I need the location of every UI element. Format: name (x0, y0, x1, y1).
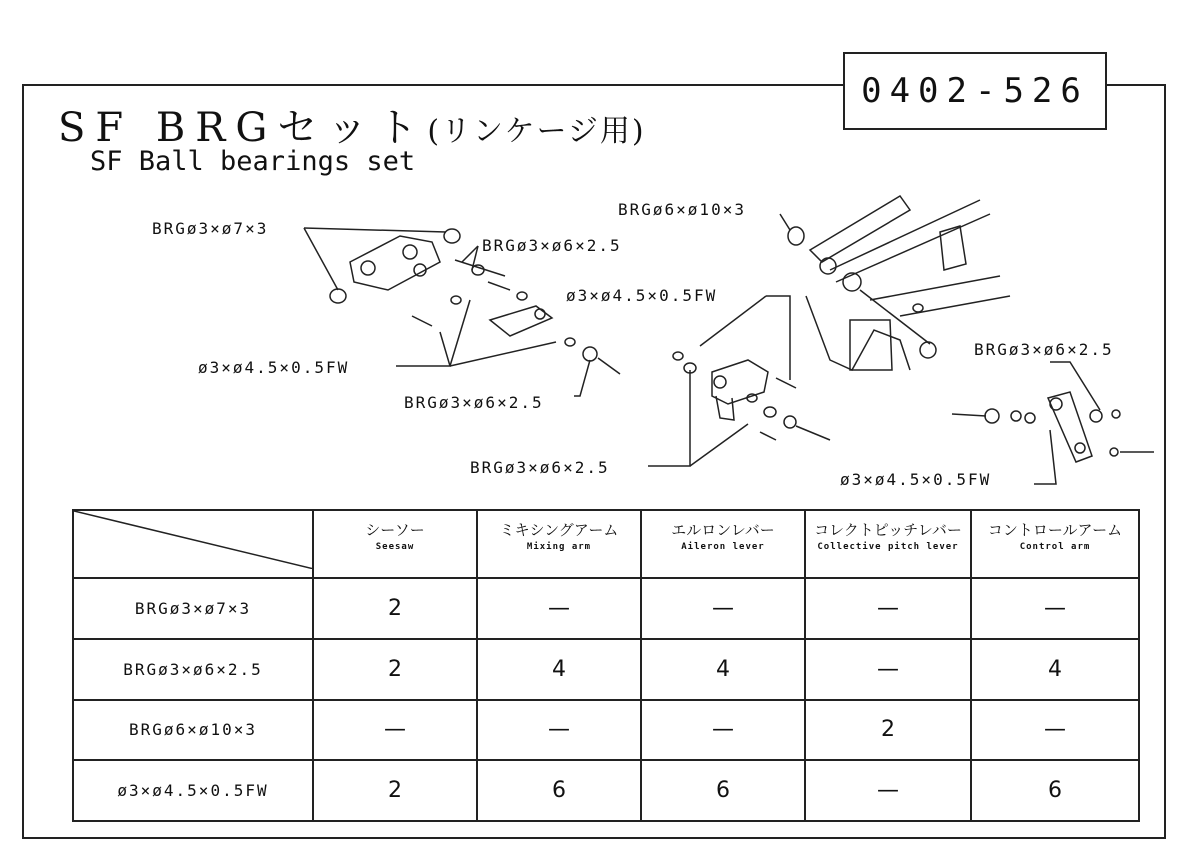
table-cell: — (477, 700, 641, 761)
table-cell: — (477, 578, 641, 639)
row-label: ø3×ø4.5×0.5FW (73, 760, 313, 821)
title-japanese-main: SF BRGセット (58, 105, 428, 151)
table-cell: 6 (641, 760, 805, 821)
table-row (73, 639, 1139, 700)
table-cell: — (805, 639, 971, 700)
table-cell: 2 (805, 700, 971, 761)
column-header-control-arm: コントロールアーム Control arm (971, 510, 1139, 578)
control-arm-drawing (952, 362, 1154, 484)
label-fw-control: ø3×ø4.5×0.5FW (840, 470, 992, 489)
table-cell: — (971, 578, 1139, 639)
table-cell: 2 (313, 639, 477, 700)
table-header-row (73, 510, 1139, 578)
table-row (73, 578, 1139, 639)
column-header-seesaw: シーソー Seesaw (313, 510, 477, 578)
column-header-mixing-arm: ミキシングアーム Mixing arm (477, 510, 641, 578)
title-japanese-sub: (リンケージ用) (427, 114, 646, 149)
label-brg-3x6x2.5-mixing: BRGø3×ø6×2.5 (404, 393, 544, 412)
table-cell: 2 (313, 578, 477, 639)
table-row (73, 700, 1139, 761)
table-cell: 4 (641, 639, 805, 700)
label-fw-aileron: ø3×ø4.5×0.5FW (566, 286, 718, 305)
table-cell: 2 (313, 760, 477, 821)
table-cell: — (805, 578, 971, 639)
row-label: BRGø3×ø6×2.5 (73, 639, 313, 700)
label-brg-3x7x3: BRGø3×ø7×3 (152, 219, 269, 238)
label-brg-3x6x2.5-aileron: BRGø3×ø6×2.5 (470, 458, 610, 477)
table-cell: 4 (477, 639, 641, 700)
table-cell: 4 (971, 639, 1139, 700)
row-label: BRGø3×ø7×3 (73, 578, 313, 639)
table-corner-cell (73, 510, 313, 578)
title-english: SF Ball bearings set (90, 146, 416, 177)
label-fw-seesaw: ø3×ø4.5×0.5FW (198, 358, 350, 377)
table-row (73, 760, 1139, 821)
quantity-table (72, 509, 1140, 822)
label-brg-3x6x2.5-seesaw: BRGø3×ø6×2.5 (482, 236, 622, 255)
aileron-lever-drawing (648, 296, 830, 466)
column-header-aileron-lever: エルロンレバー Aileron lever (641, 510, 805, 578)
table-cell: — (971, 700, 1139, 761)
label-brg-6x10x3: BRGø6×ø10×3 (618, 200, 746, 219)
part-number-box: 0402-526 (843, 52, 1107, 130)
table-cell: — (641, 578, 805, 639)
table-cell: — (641, 700, 805, 761)
table-cell: — (805, 760, 971, 821)
label-brg-3x6x2.5-control: BRGø3×ø6×2.5 (974, 340, 1114, 359)
table-cell: 6 (477, 760, 641, 821)
column-header-collective-pitch-lever: コレクトピッチレバー Collective pitch lever (805, 510, 971, 578)
table-cell: — (313, 700, 477, 761)
row-label: BRGø6×ø10×3 (73, 700, 313, 761)
corner-diagonal (74, 511, 314, 569)
table-cell: 6 (971, 760, 1139, 821)
